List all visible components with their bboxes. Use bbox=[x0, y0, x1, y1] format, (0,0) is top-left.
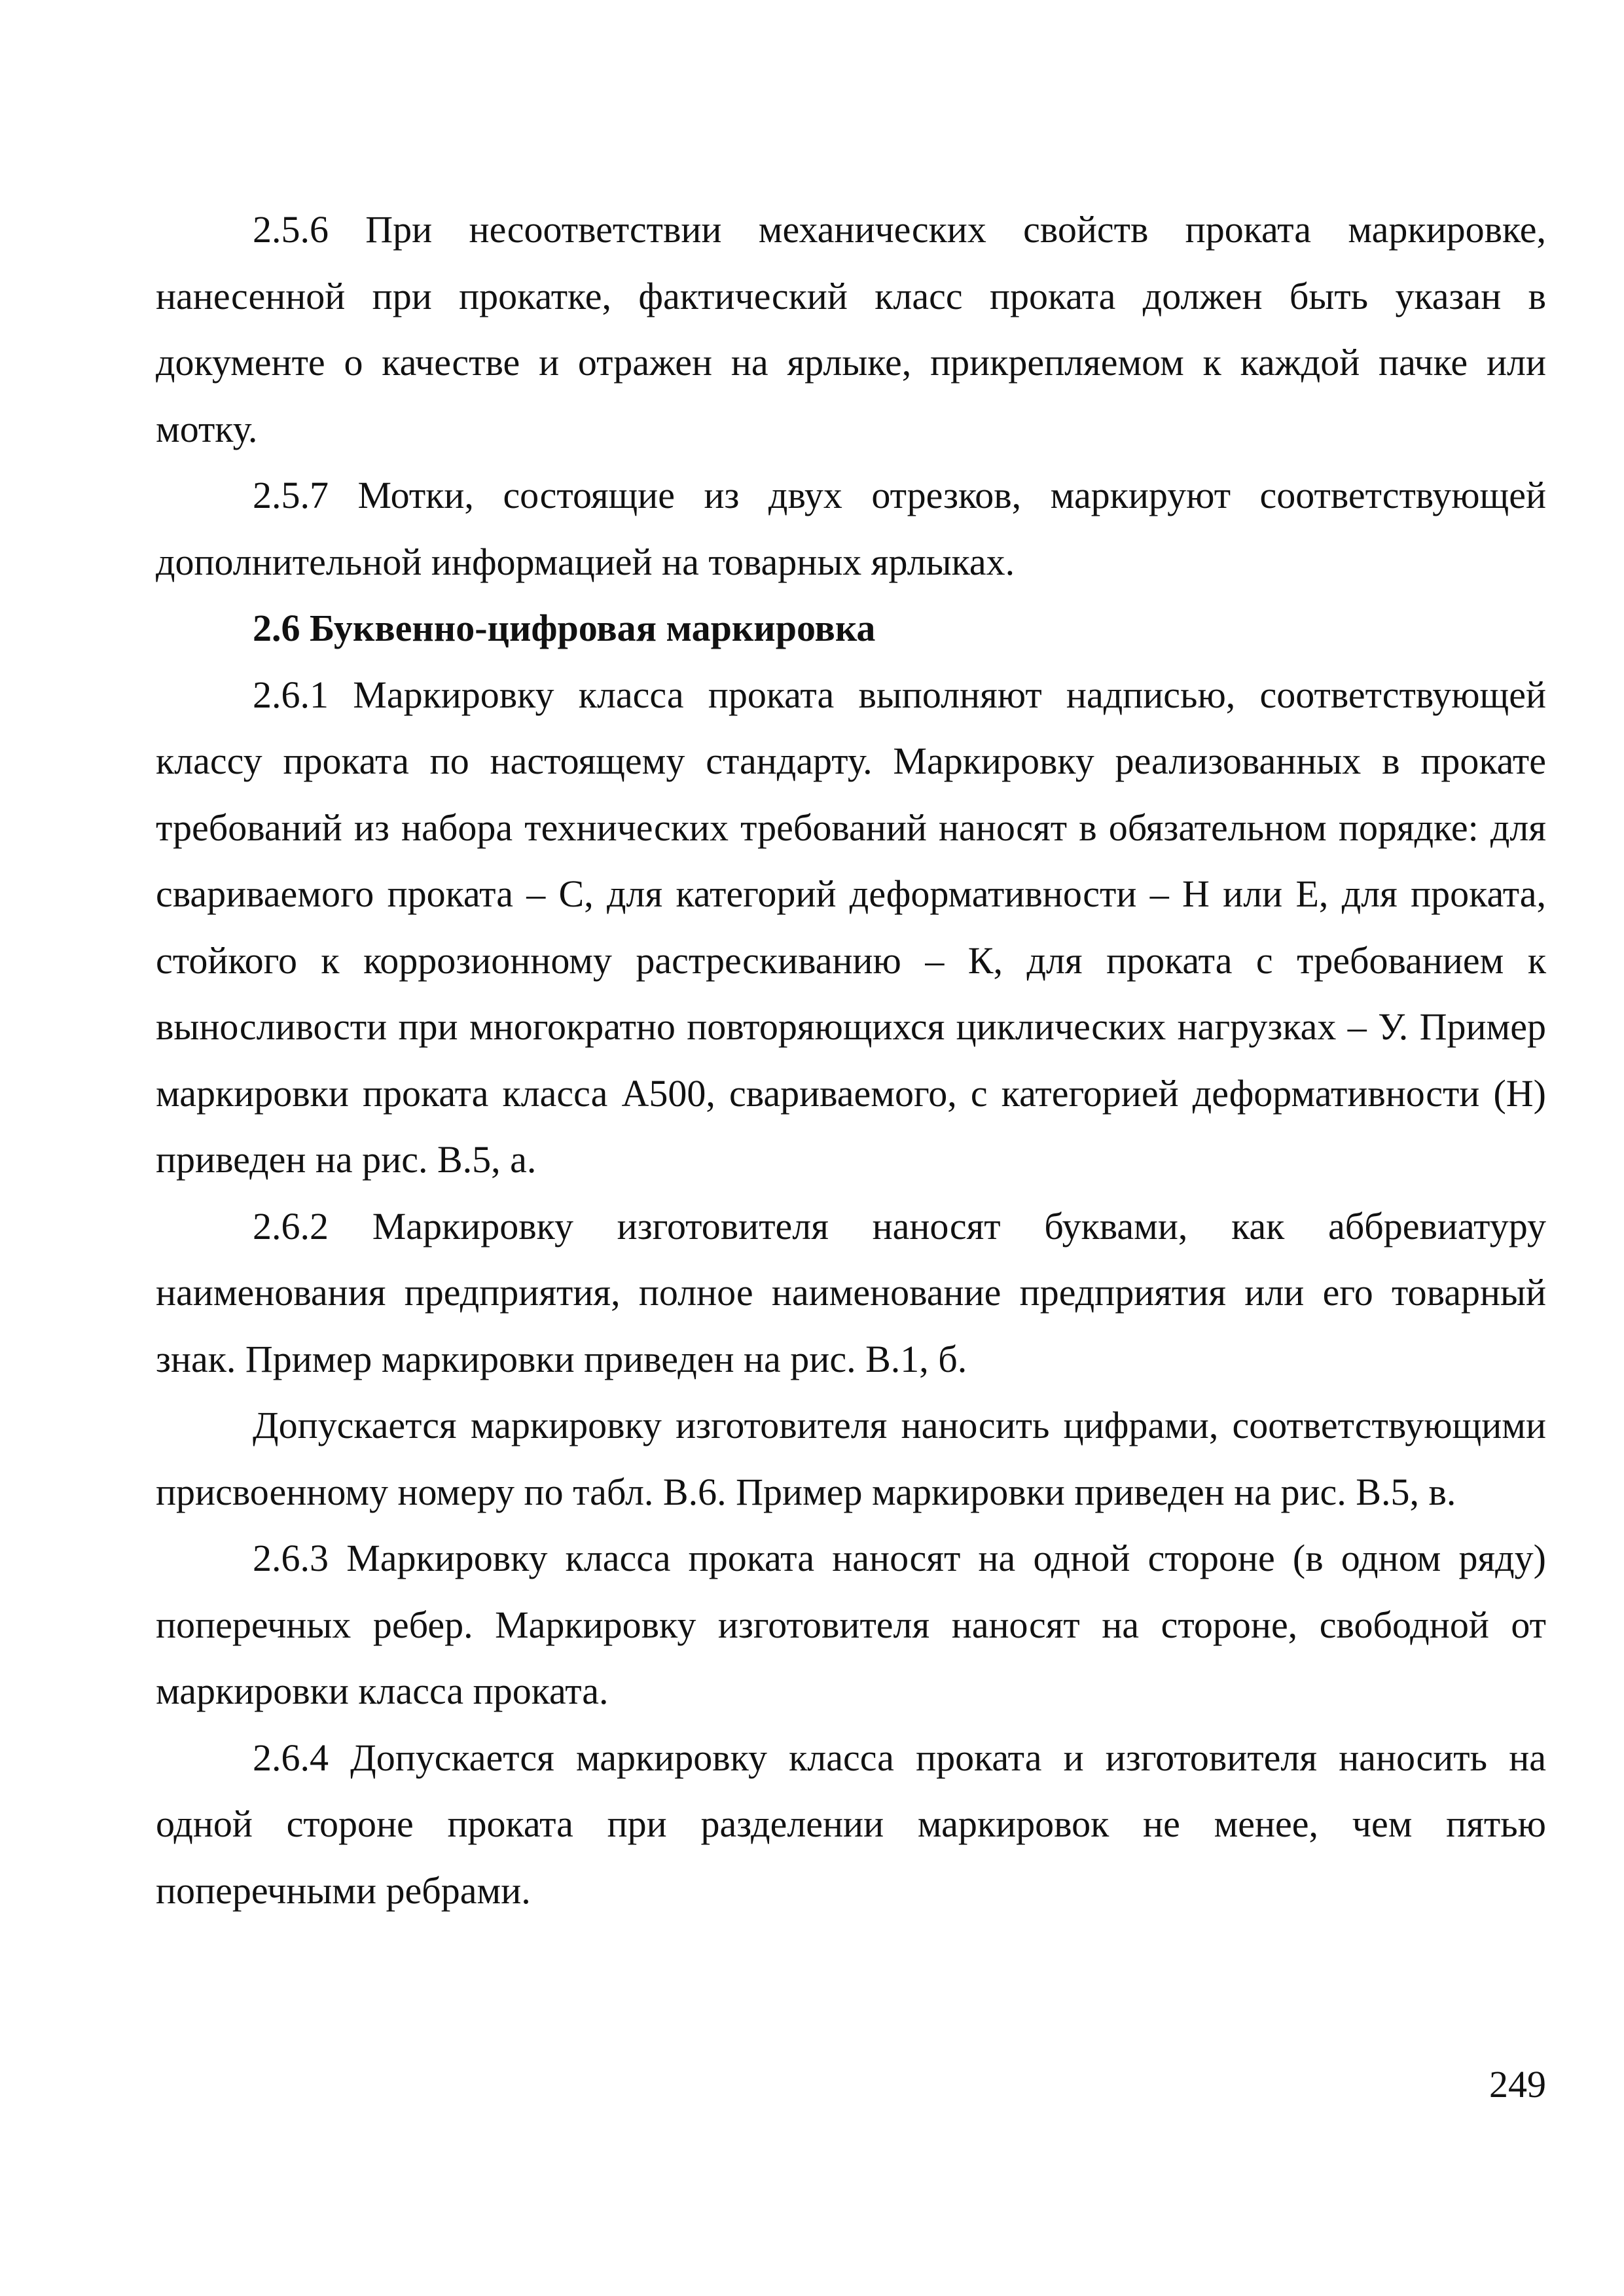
paragraph-2-6-1: 2.6.1 Маркировку класса проката выполняют надписью, соответствующей классу проката по настоящему стандарту. Маркировку реализованных в прокате требований из набора технических требований наносят в обязательном порядке: для свариваемого проката – С, для категорий деформативности – Н или Е, для проката, стойкого к коррозионному растрескиванию – К, для проката с требованием к выносливости при многократно повторяющихся циклических нагрузках – У. Пример маркировки проката класса А500, свариваемого, с категорией деформативности (Н) приведен на рис. В.5, а. bbox=[156, 673, 1546, 1181]
paragraph-2-5-6: 2.5.6 При несоответствии механических свойств проката маркировке, нанесенной при прокатке, фактический класс проката должен быть указан в документе о качестве и отражен на ярлыке, прикрепляемом к каждой пачке или мотку. bbox=[156, 208, 1546, 450]
paragraph-2-6-2: 2.6.2 Маркировку изготовителя наносят буквами, как аббревиатуру наименования предприятия, полное наименование предприятия или его товарный знак. Пример маркировки приведен на рис. В.1, б. bbox=[156, 1204, 1546, 1380]
paragraph-2-6-2-note: Допускается маркировку изготовителя наносить цифрами, соответствующими присвоенному номеру по табл. В.6. Пример маркировки приведен на рис. В.5, в. bbox=[156, 1404, 1546, 1513]
page-number: 249 bbox=[1489, 2063, 1546, 2106]
page-body bbox=[156, 196, 1546, 1924]
section-heading: 2.6 Буквенно-цифровая маркировка bbox=[253, 607, 876, 649]
paragraph-2-5-7: 2.5.7 Мотки, состоящие из двух отрезков, маркируют соответствующей дополнительной информацией на товарных ярлыках. bbox=[156, 474, 1546, 583]
paragraph-2-6-4: 2.6.4 Допускается маркировку класса проката и изготовителя наносить на одной стороне проката при разделении маркировок не менее, чем пятью поперечными ребрами. bbox=[156, 1736, 1546, 1912]
paragraph-2-6-3: 2.6.3 Маркировку класса проката наносят на одной стороне (в одном ряду) поперечных ребер. Маркировку изготовителя наносят на стороне, свободной от маркировки класса проката. bbox=[156, 1537, 1546, 1712]
